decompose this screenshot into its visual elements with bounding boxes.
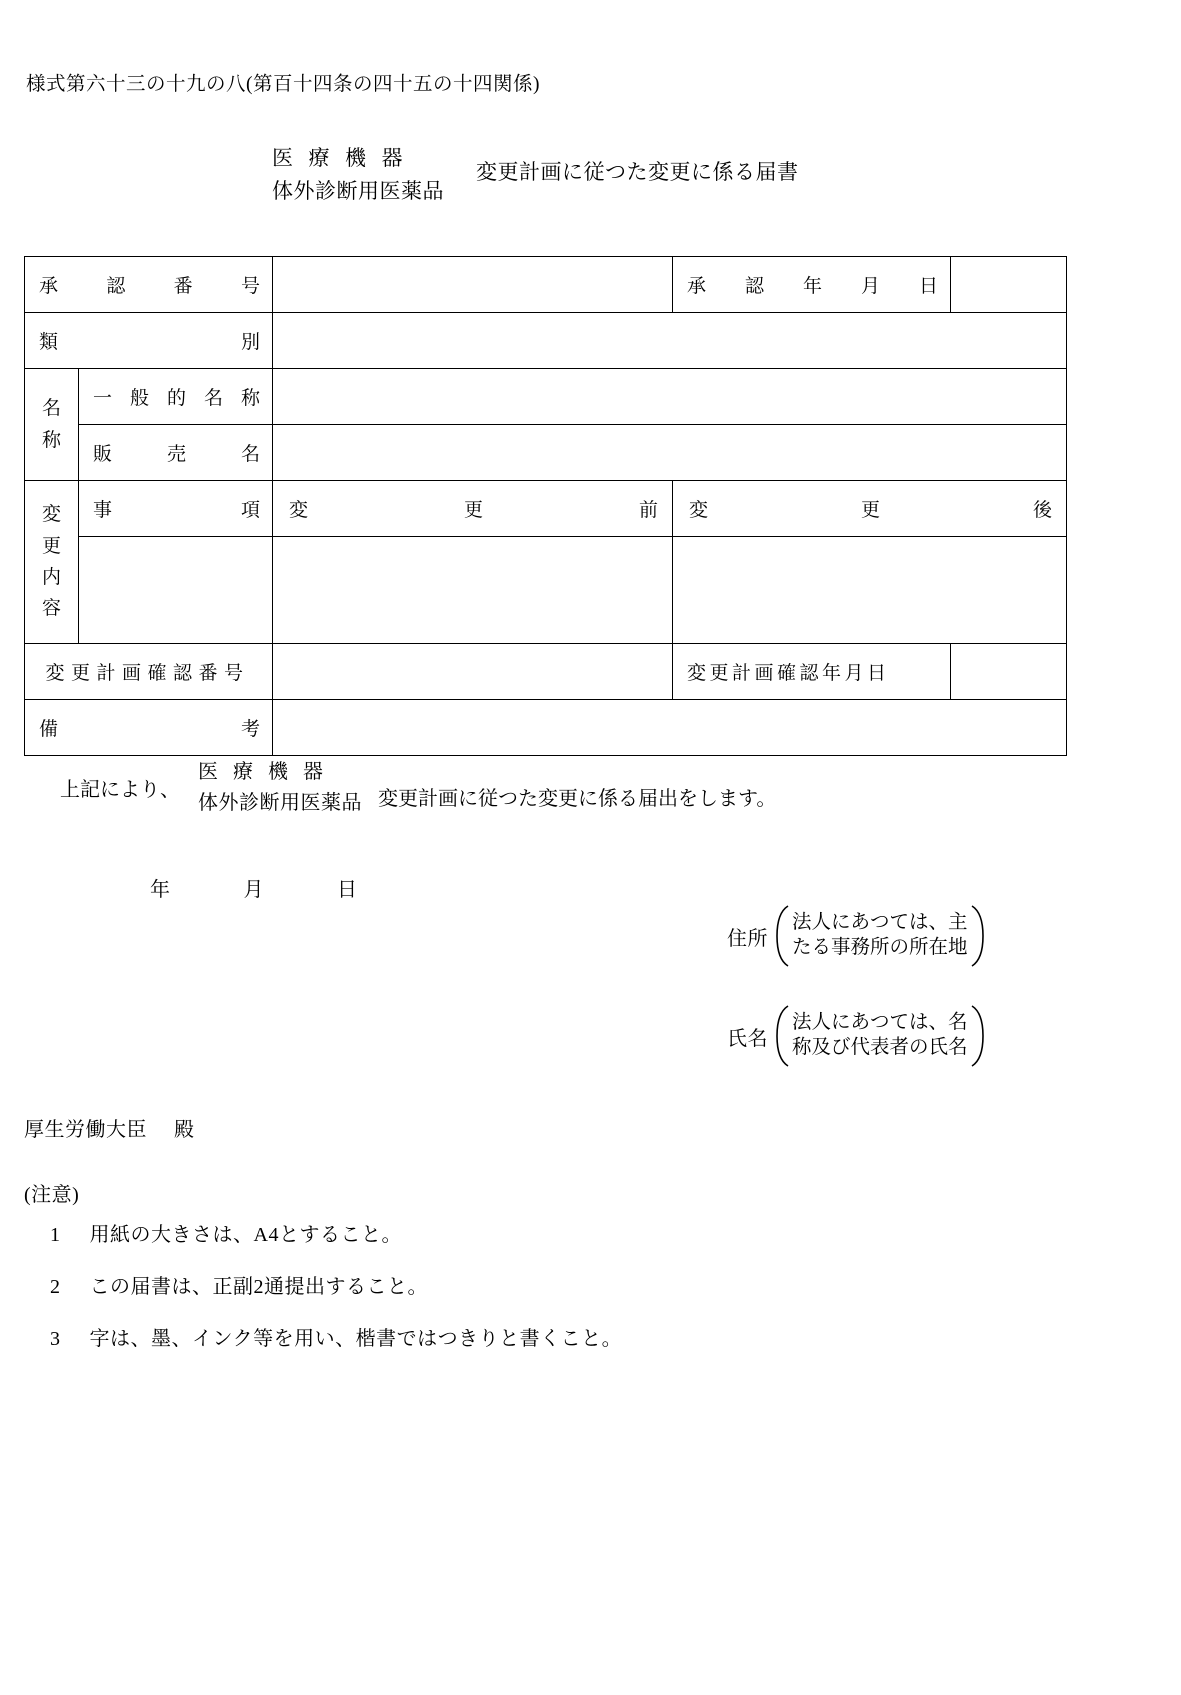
right-brace-icon [970, 905, 986, 967]
change-content-char-2: 更 [41, 535, 61, 557]
remarks-label: 備 考 [39, 719, 260, 740]
declaration-category-ivd: 体外診断用医薬品 [198, 792, 362, 814]
approval-date-label: 承 認 年 月 日 [687, 276, 938, 297]
table-row-change-entry [25, 537, 1067, 644]
sales-name-label: 販 売 名 [93, 444, 260, 465]
note-item [24, 1270, 622, 1299]
generic-name-label: 一 般 的 名 称 [93, 388, 260, 409]
before-label: 変 更 前 [289, 500, 658, 521]
item-label: 事 項 [93, 500, 260, 521]
cell-remarks-value[interactable] [273, 700, 1067, 756]
cell-approval-date-value[interactable] [951, 257, 1067, 313]
cell-sales-name-label [79, 425, 273, 481]
change-content-char-1: 変 [41, 504, 61, 526]
plan-date-label: 変更計画確認年月日 [687, 663, 890, 684]
table-row-remarks [25, 700, 1067, 756]
note-text: この届書は、正副2通提出すること。 [89, 1276, 428, 1298]
table-row-approval [25, 257, 1067, 313]
declaration-category-medical-device: 医療機器 [198, 761, 338, 783]
change-content-char-3: 内 [41, 567, 61, 588]
name-brace-group [774, 1005, 986, 1067]
cell-sales-name-value[interactable] [273, 425, 1067, 481]
note-number: 2 [50, 1276, 61, 1298]
cell-classification-value[interactable] [273, 313, 1067, 369]
address-brace-group [774, 905, 986, 967]
addressee-recipient: 厚生労働大臣 [24, 1119, 147, 1141]
title-main-text: 変更計画に従つた変更に係る届書 [476, 160, 799, 184]
classification-label: 類 別 [39, 332, 260, 353]
note-item [24, 1322, 622, 1351]
table-row-change-header [25, 481, 1067, 537]
table-row-generic-name [25, 369, 1067, 425]
name-row [727, 1005, 986, 1067]
note-text: 字は、墨、インク等を用い、楷書ではつきりと書くこと。 [89, 1328, 623, 1350]
cell-item-value[interactable] [79, 537, 273, 644]
cell-before-label [273, 481, 673, 537]
cell-approval-number-label [25, 257, 273, 313]
table-row-classification [25, 313, 1067, 369]
notes-heading: (注意) [24, 1184, 80, 1206]
address-note-text [790, 911, 970, 961]
table-row-sales-name [25, 425, 1067, 481]
addressee-honorific: 殿 [174, 1119, 195, 1141]
date-day-label: 日 [337, 879, 358, 901]
address-row [727, 905, 986, 967]
note-item [24, 1218, 622, 1247]
address-label: 住所 [727, 927, 768, 950]
name-group-char-2: 称 [41, 429, 61, 451]
right-brace-icon [970, 1005, 986, 1067]
declaration-tail: 変更計画に従つた変更に係る届出をします。 [378, 788, 777, 810]
name-group-char-1: 名 [41, 398, 61, 420]
note-number: 1 [50, 1224, 61, 1246]
left-brace-icon [774, 905, 790, 967]
cell-generic-name-label [79, 369, 273, 425]
note-number: 3 [50, 1328, 61, 1350]
name-note-line-1: 法人にあつては、名 [792, 1012, 968, 1034]
declaration-category-stack [198, 762, 362, 813]
approval-number-label: 承 認 番 号 [39, 276, 260, 297]
date-line[interactable] [150, 873, 358, 902]
change-content-char-4: 容 [41, 598, 61, 620]
cell-after-value[interactable] [673, 537, 1067, 644]
declaration-sentence [60, 762, 776, 813]
cell-plan-date-value[interactable] [951, 644, 1067, 700]
left-brace-icon [774, 1005, 790, 1067]
main-form-table [24, 256, 1067, 756]
after-label: 変 更 後 [689, 500, 1052, 521]
cell-item-label [79, 481, 273, 537]
date-year-label: 年 [150, 879, 171, 901]
date-month-label: 月 [243, 879, 264, 901]
cell-remarks-label [25, 700, 273, 756]
title-category-medical-device: 医療機器 [272, 146, 418, 170]
name-label: 氏名 [727, 1027, 768, 1050]
title-category-ivd: 体外診断用医薬品 [272, 179, 444, 203]
cell-approval-date-label [673, 257, 951, 313]
cell-approval-number-value[interactable] [273, 257, 673, 313]
cell-change-content-label [25, 481, 79, 644]
name-note-line-2: 称及び代表者の氏名 [792, 1037, 968, 1058]
cell-generic-name-value[interactable] [273, 369, 1067, 425]
note-text: 用紙の大きさは、A4とすること。 [89, 1224, 402, 1246]
table-row-plan-confirmation [25, 644, 1067, 700]
title-category-stack [272, 148, 444, 202]
declaration-lead: 上記により、 [60, 779, 180, 801]
notes-list [24, 1218, 622, 1374]
cell-before-value[interactable] [273, 537, 673, 644]
name-note-text [790, 1011, 970, 1061]
form-number-header: 様式第六十三の十九の八(第百十四条の四十五の十四関係) [26, 74, 540, 95]
cell-name-group-label [25, 369, 79, 481]
cell-classification-label [25, 313, 273, 369]
plan-number-label: 変更計画確認番号 [45, 663, 250, 684]
addressee-line [24, 1113, 195, 1142]
address-note-line-1: 法人にあつては、主 [792, 912, 968, 934]
document-title [272, 148, 799, 202]
cell-plan-number-label [25, 644, 273, 700]
cell-after-label [673, 481, 1067, 537]
cell-plan-number-value[interactable] [273, 644, 673, 700]
cell-plan-date-label [673, 644, 951, 700]
address-note-line-2: たる事務所の所在地 [792, 937, 968, 958]
